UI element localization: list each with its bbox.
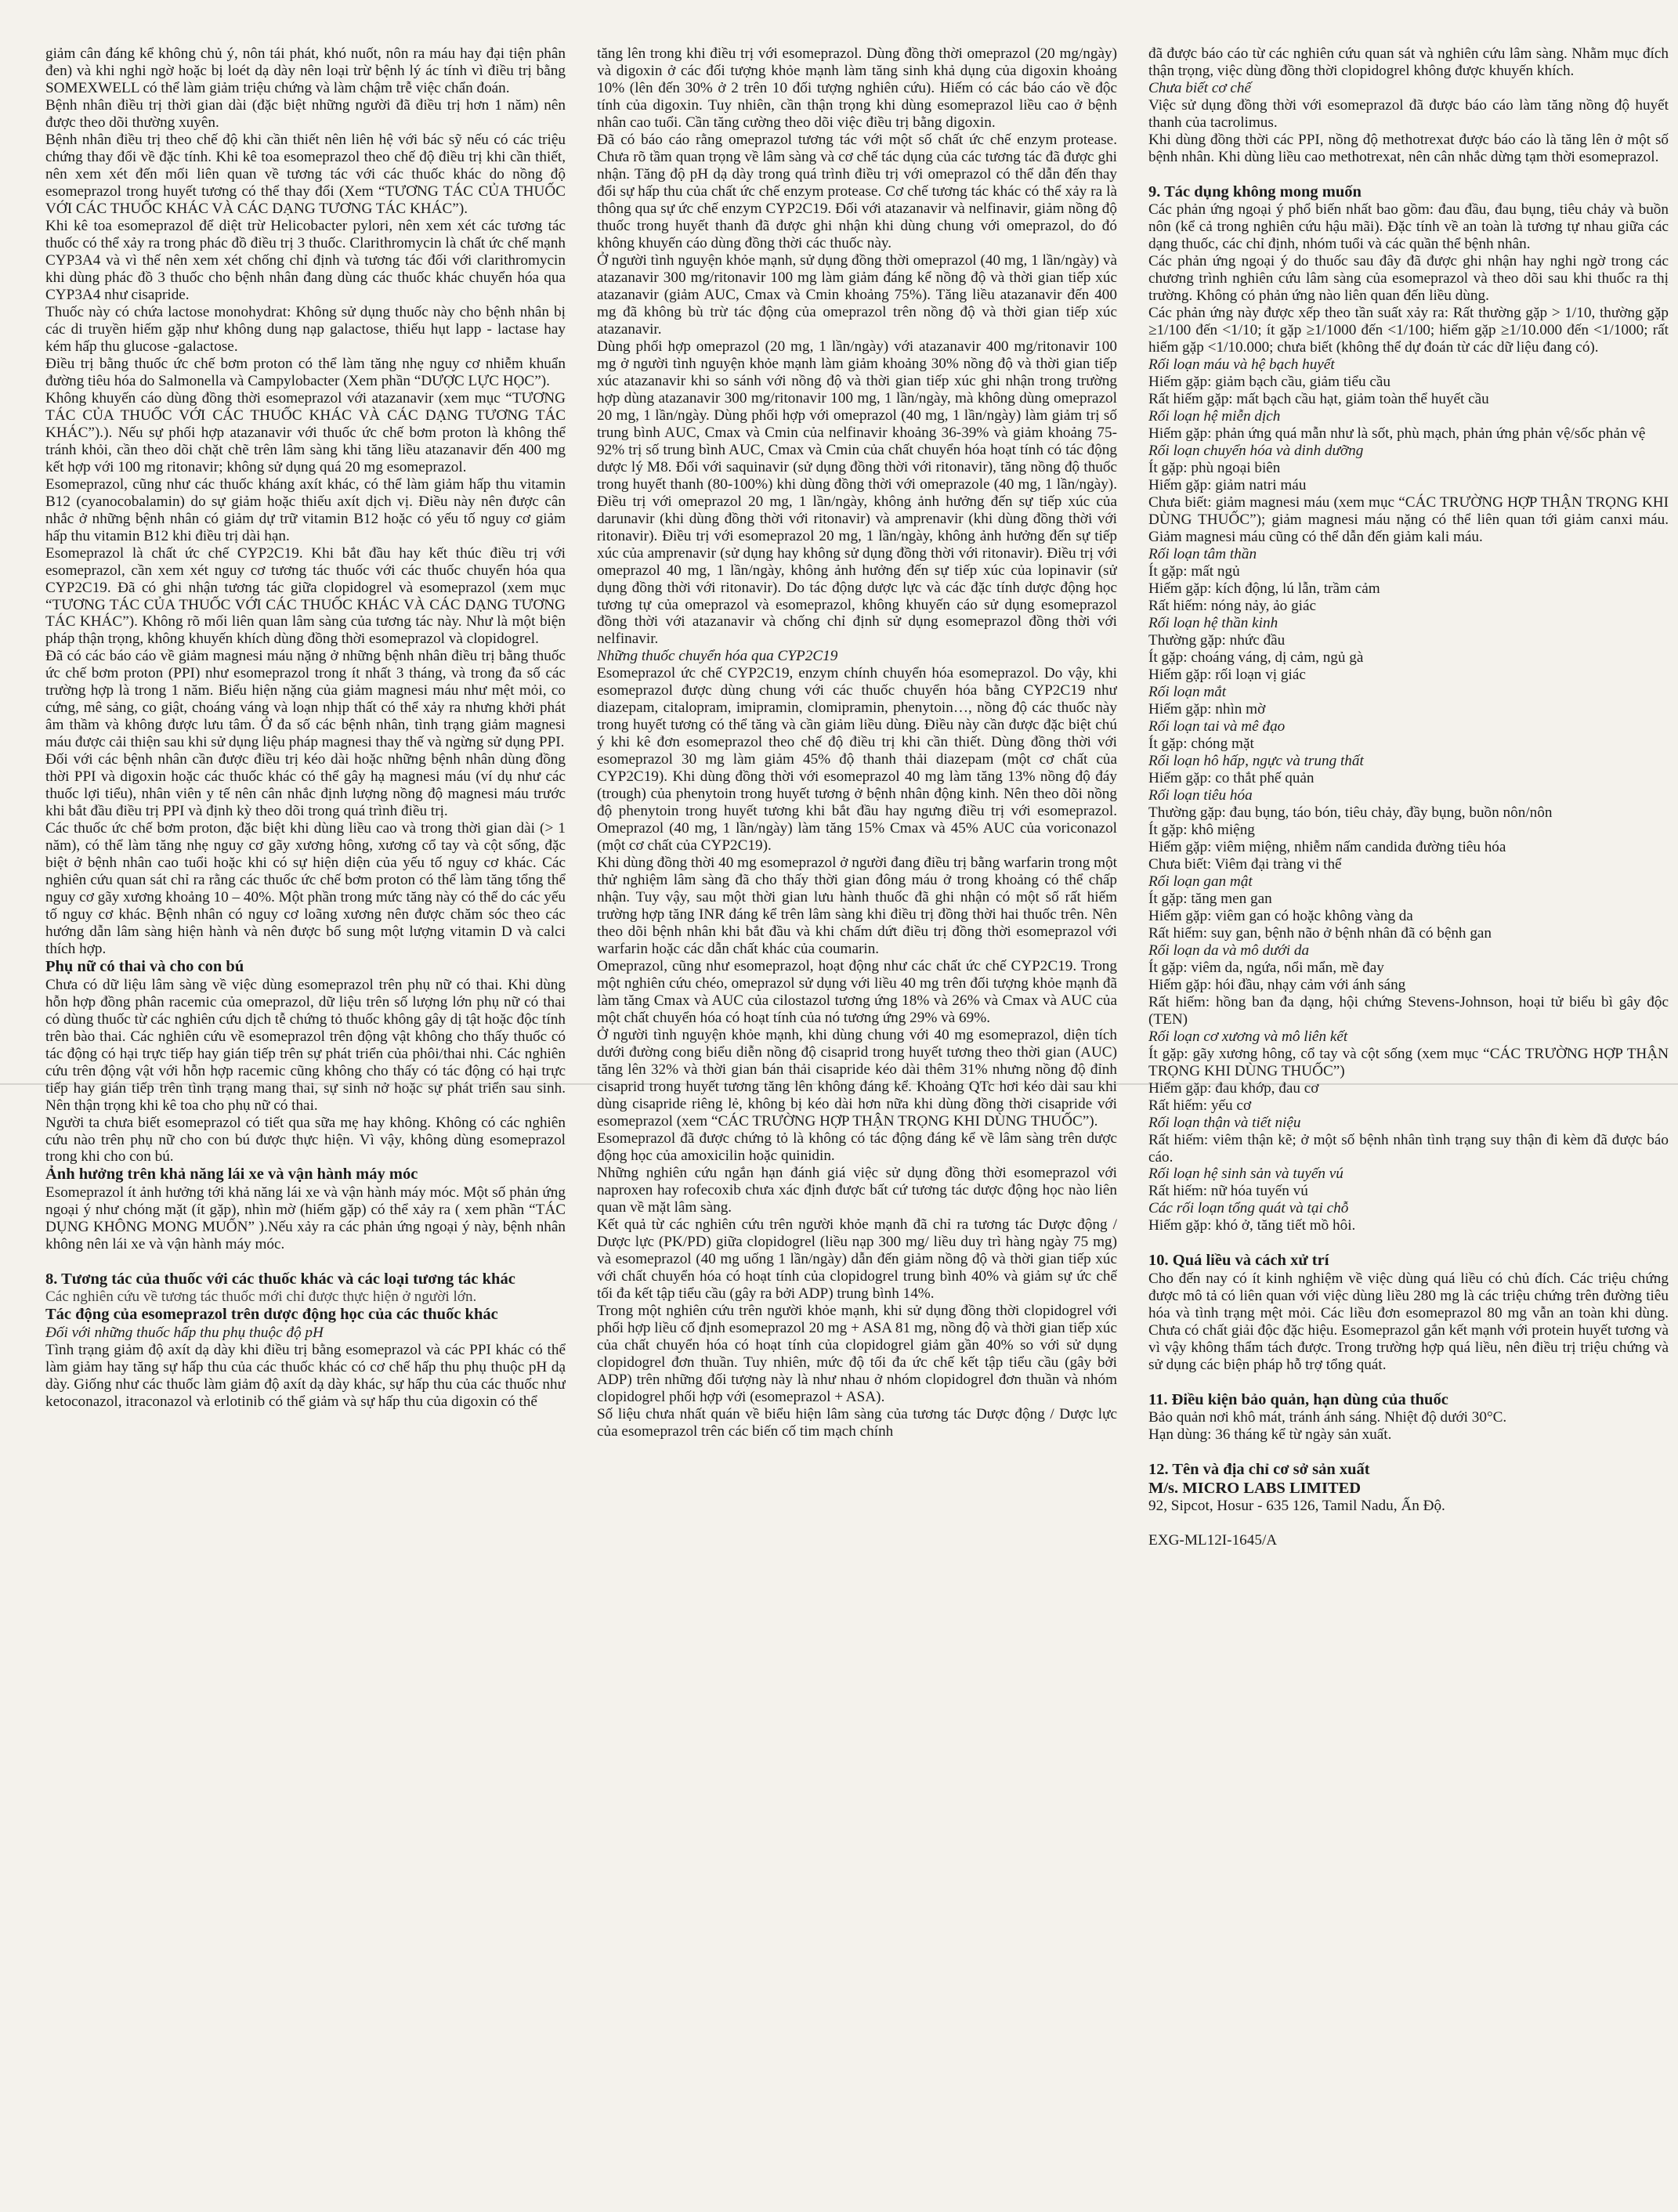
paragraph: Ít gặp: phù ngoại biên [1148, 460, 1281, 477]
text-column-right [1148, 45, 1669, 2181]
paragraph: Chưa có dữ liệu lâm sàng về việc dùng esomeprazol trên phụ nữ có thai. Khi dùng hỗn hợp đồng phân racemic của omeprazol, dữ liệu trên số lượng lớn phụ nữ có thai có dùng thuốc từ các nghiên cứu dịch tễ chứng tỏ thuốc không gây dị tật hoặc độc tính trên bào thai. Các nghiên cứu về esomeprazol trên động vật không cho thấy thuốc có tác động có hại trực tiếp hay gián tiếp trên sự phát triển của phôi/thai nhi. Các nghiên cứu trên động vật với hỗn hợp racemic cũng không cho thấy có tác động có hại trực tiếp hay gián tiếp trên tình trạng mang thai, sự sinh nở hoặc sự phát triển sau sinh. Nên thận trọng khi kê toa cho phụ nữ có thai. [45, 976, 566, 1114]
paragraph: Esomeprazol ức chế CYP2C19, enzym chính chuyển hóa esomeprazol. Do vậy, khi esomeprazol được dùng chung với các thuốc chuyển hóa bằng CYP2C19 như diazepam, citalopram, imipramin, clomipramin, phenytoin…, nồng độ các thuốc này trong huyết tương có thể tăng và cần giảm liều dùng. Điều này cần được đặc biệt chú ý khi kê đơn esomeprazol theo chế độ điều trị khi cần thiết. Dùng đồng thời với esomeprazol 30 mg làm giảm 45% độ thanh thải diazepam (một cơ chất của CYP2C19). Khi dùng đồng thời với esomeprazol 40 mg làm tăng 13% nồng độ đáy (trough) của phenytoin trong huyết tương ở bệnh nhân động kinh. Nên theo dõi nồng độ phenytoin trong huyết tương khi bắt đầu hay ngưng điều trị với esomeprazol. Omeprazol (40 mg, 1 lần/ngày) làm tăng 15% Cmax và 45% AUC của voriconazol (một cơ chất của CYP2C19). [597, 665, 1117, 855]
paragraph: Hiếm gặp: rối loạn vị giác [1148, 666, 1306, 683]
paragraph: 92, Sipcot, Hosur - 635 126, Tamil Nadu, Ấn Độ. [1148, 1498, 1445, 1515]
paragraph: Ở người tình nguyện khỏe mạnh, sử dụng đồng thời omeprazol (40 mg, 1 lần/ngày) và atazanavir 300 mg/ritonavir 100 mg làm giảm đáng kể nồng độ và thời gian tiếp xúc atazanavir (giảm AUC, Cmax và Cmin khoảng 75%). Tăng liều atazanavir đến 400 mg đã không bù trừ tác động của omeprazol trên nồng độ và thời gian tiếp xúc atazanavir. [597, 251, 1117, 338]
section-heading: 8. Tương tác của thuốc với các thuốc khác và các loại tương tác khác [45, 1270, 515, 1288]
paragraph: Bệnh nhân điều trị thời gian dài (đặc biệt những người đã điều trị hơn 1 năm) nên được theo dõi thường xuyên. [45, 96, 566, 131]
subheading: Phụ nữ có thai và cho con bú [45, 958, 244, 976]
italic-subheading: Rối loạn máu và hệ bạch huyết [1148, 356, 1335, 374]
paragraph: Hiếm gặp: kích động, lú lẫn, trầm cảm [1148, 580, 1380, 598]
paragraph: Khi kê toa esomeprazol để diệt trừ Helicobacter pylori, nên xem xét các tương tác thuốc có thể xảy ra trong phác đồ điều trị 3 thuốc. Clarithromycin là chất ức chế mạnh CYP3A4 và vì thế nên xem xét chống chỉ định và tương tác đối với clarithromycin khi dùng phác đồ 3 thuốc cho bệnh nhân đang dùng các thuốc khác chuyển hóa qua CYP3A4 như cisapride. [45, 217, 566, 303]
paragraph: Thường gặp: nhức đầu [1148, 631, 1286, 649]
paragraph: Bảo quản nơi khô mát, tránh ánh sáng. Nhiệt độ dưới 30°C. [1148, 1409, 1507, 1426]
paragraph: Các thuốc ức chế bơm proton, đặc biệt khi dùng liều cao và trong thời gian dài (> 1 năm), có thể làm tăng nhẹ nguy cơ gãy xương hông, xương cổ tay và cột sống, đặc biệt ở bệnh nhân cao tuổi hoặc khi có sự hiện diện của yếu tố nguy cơ khác. Các nghiên cứu quan sát chỉ ra rằng các thuốc ức chế bơm proton có thể làm tăng tổng thể nguy cơ gãy xương khoảng 10 – 40%. Một phần trong mức tăng này có thể do các yếu tố nguy cơ khác. Bệnh nhân có nguy cơ loãng xương nên được chăm sóc theo các hướng dẫn lâm sàng hiện hành và nên được bổ sung một lượng vitamin D và calci thích hợp. [45, 820, 566, 958]
paragraph: Esomeprazol, cũng như các thuốc kháng axít khác, có thể làm giảm hấp thu vitamin B12 (cyanocobalamin) do sự giảm hoặc thiếu axít dịch vị. Điều này nên được cân nhắc ở những bệnh nhân có giảm dự trữ vitamin B12 hoặc có yếu tố nguy cơ giảm hấp thu vitamin B12 khi điều trị dài hạn. [45, 475, 566, 544]
paragraph: Những nghiên cứu ngắn hạn đánh giá việc sử dụng đồng thời esomeprazol với naproxen hay rofecoxib chưa xác định được bất cứ tương tác dược động học nào liên quan về mặt lâm sàng. [597, 1164, 1117, 1216]
italic-subheading: Rối loạn cơ xương và mô liên kết [1148, 1028, 1348, 1045]
paragraph: Đối với các bệnh nhân cần được điều trị kéo dài hoặc những bệnh nhân dùng đồng thời PPI và digoxin hoặc các thuốc khác có thể gây hạ magnesi máu (ví dụ như các thuốc lợi tiểu), nhân viên y tế nên cân nhắc định lượng nồng độ magnesi máu trước khi bắt đầu điều trị PPI và định kỳ theo dõi trong quá trình điều trị. [45, 751, 566, 820]
paragraph: Hiếm gặp: viêm gan có hoặc không vàng da [1148, 907, 1413, 924]
paragraph: Ít gặp: viêm da, ngứa, nổi mẩn, mề đay [1148, 959, 1384, 976]
italic-subheading: Rối loạn tâm thần [1148, 546, 1257, 563]
paragraph: Esomeprazol đã được chứng tỏ là không có tác động đáng kể về lâm sàng trên dược động học của amoxicilin hoặc quinidin. [597, 1130, 1117, 1164]
paragraph: Khi dùng đồng thời 40 mg esomeprazol ở người đang điều trị bằng warfarin trong một thử nghiệm lâm sàng đã cho thấy thời gian đông máu ở trong khoảng có thể chấp nhận. Tuy vậy, sau một thời gian lưu hành thuốc đã ghi nhận có một số rất hiếm trường hợp tăng INR đáng kể trên lâm sàng khi điều trị đồng thời hai thuốc trên. Nên theo dõi bệnh nhân khi bắt đầu và khi chấm dứt điều trị đồng thời esomeprazol với warfarin hoặc các dẫn chất khác của coumarin. [597, 855, 1117, 958]
paragraph: Ít gặp: khô miệng [1148, 821, 1255, 838]
paragraph: Rất hiếm: nữ hóa tuyến vú [1148, 1183, 1308, 1200]
paragraph: Khi dùng đồng thời các PPI, nồng độ methotrexat được báo cáo là tăng lên ở một số bệnh nhân. Khi dùng liều cao methotrexat, nên cân nhắc dừng tạm thời esomeprazol. [1148, 131, 1669, 165]
paragraph: Rất hiếm: nóng nảy, ảo giác [1148, 598, 1317, 614]
paragraph: Esomeprazol ít ảnh hưởng tới khả năng lái xe và vận hành máy móc. Một số phản ứng ngoại ý như chóng mặt (ít gặp), nhìn mờ (hiếm gặp) có thể xảy ra ( xem phần “TÁC DỤNG KHÔNG MONG MUỐN” ).Nếu xảy ra các phản ứng ngoại ý này, bệnh nhân không nên lái xe và vận hành máy móc. [45, 1184, 566, 1252]
paragraph: Chưa biết: giảm magnesi máu (xem mục “CÁC TRƯỜNG HỢP THẬN TRỌNG KHI DÙNG THUỐC”); giảm magnesi máu nặng có thể liên quan tới giảm canxi máu. Giảm magnesi máu cũng có thể dẫn đến giảm kali máu. [1148, 494, 1669, 546]
document-code: EXG-ML12I-1645/A [1148, 1532, 1278, 1549]
paragraph: Người ta chưa biết esomeprazol có tiết qua sữa mẹ hay không. Không có các nghiên cứu nào trên phụ nữ cho con bú được thực hiện. Vì vậy, không dùng esomeprazol trong khi cho con bú. [45, 1114, 566, 1166]
italic-subheading: Rối loạn mắt [1148, 683, 1227, 700]
paragraph: Việc sử dụng đồng thời với esomeprazol đã được báo cáo làm tăng nồng độ huyết thanh của tacrolimus. [1148, 96, 1669, 131]
paragraph: Kết quả từ các nghiên cứu trên người khỏe mạnh đã chỉ ra tương tác Dược động / Dược lực (PK/PD) giữa clopidogrel (liều nạp 300 mg/ liều duy trì hàng ngày 75 mg) và esomeprazol (40 mg uống 1 lần/ngày) dẫn đến giảm nồng độ và thời gian tiếp xúc với chất chuyển hóa có hoạt tính của clopidogrel trung bình 40% và giảm sự ức chế tối đa kết tập tiểu cầu (gây ra bởi ADP) trung bình 14%. [597, 1216, 1117, 1302]
paragraph: Hiếm gặp: co thắt phế quản [1148, 769, 1315, 786]
paragraph: giảm cân đáng kể không chủ ý, nôn tái phát, khó nuốt, nôn ra máu hay đại tiện phân đen) và khi nghi ngờ hoặc bị loét dạ dày nên loại trừ bệnh lý ác tính vì điều trị bằng SOMEXWELL có thể làm giảm triệu chứng và làm chậm trễ việc chẩn đoán. [45, 45, 566, 96]
paragraph: Hiếm gặp: viêm miệng, nhiễm nấm candida đường tiêu hóa [1148, 838, 1506, 855]
italic-subheading: Rối loạn chuyển hóa và dinh dưỡng [1148, 443, 1364, 460]
italic-subheading: Các rối loạn tổng quát và tại chỗ [1148, 1200, 1349, 1217]
italic-subheading: Rối loạn hệ sinh sản và tuyến vú [1148, 1166, 1343, 1183]
paragraph: Các phản ứng ngoại ý do thuốc sau đây đã được ghi nhận hay nghi ngờ trong các chương trình nghiên cứu lâm sàng của esomeprazol và theo dõi sau khi thuốc ra thị trường. Không có phản ứng nào liên quan đến liều dùng. [1148, 253, 1669, 305]
italic-subheading: Đối với những thuốc hấp thu phụ thuộc độ pH [45, 1324, 324, 1341]
paragraph: tăng lên trong khi điều trị với esomeprazol. Dùng đồng thời omeprazol (20 mg/ngày) và digoxin ở các đối tượng khỏe mạnh làm tăng sinh khả dụng của digoxin khoảng 10% (lên đến 30% ở 2 trên 10 đối tượng nghiên cứu). Hiếm có các báo cáo về độc tính của digoxin. Tuy nhiên, cần thận trọng khi dùng esomeprazol liều cao ở bệnh nhân cao tuổi. Cần tăng cường theo dõi việc điều trị bằng digoxin. [597, 45, 1117, 131]
paragraph: Không khuyến cáo dùng đồng thời esomeprazol với atazanavir (xem mục “TƯƠNG TÁC CỦA THUỐC VỚI CÁC THUỐC KHÁC VÀ CÁC DẠNG TƯƠNG TÁC KHÁC”).). Nếu sự phối hợp atazanavir với thuốc ức chế bơm proton là không thể tránh khỏi, cần theo dõi chặt chẽ trên lâm sàng khi tăng liều atazanavir đến 400 mg kết hợp với 100 mg ritonavir; không sử dụng quá 20 mg esomeprazol. [45, 389, 566, 475]
text-column-left [45, 45, 566, 2181]
paragraph: Ít gặp: mất ngủ [1148, 563, 1240, 580]
paragraph: Hiếm gặp: nhìn mờ [1148, 700, 1266, 717]
italic-subheading: Rối loạn hệ thần kinh [1148, 614, 1278, 631]
paragraph: Hiếm gặp: khó ở, tăng tiết mồ hôi. [1148, 1217, 1356, 1234]
paragraph: Hiếm gặp: phản ứng quá mẫn như là sốt, phù mạch, phản ứng phản vệ/sốc phản vệ [1148, 425, 1646, 443]
italic-subheading: Rối loạn gan mật [1148, 873, 1253, 890]
italic-subheading: Rối loạn tai và mê đạo [1148, 717, 1286, 735]
paragraph: Hiếm gặp: giảm natri máu [1148, 477, 1307, 494]
paper-fold-line [0, 1083, 1678, 1085]
paragraph: Trong một nghiên cứu trên người khỏe mạnh, khi sử dụng đồng thời clopidogrel với phối hợp liều cố định esomeprazol 20 mg + ASA 81 mg, nồng độ và thời gian tiếp xúc của chất chuyển hóa có hoạt tính của clopidogrel giảm gần 40% so với sử dụng clopidogrel đơn thuần. Tuy nhiên, mức độ tối đa ức chế kết tập tiểu cầu (gây bởi ADP) trên những đối tượng này là như nhau ở nhóm clopidogrel đơn thuần và nhóm clopidogrel phối hợp với (esomeprazol + ASA). [597, 1302, 1117, 1405]
section-heading: 9. Tác dụng không mong muốn [1148, 183, 1362, 201]
paragraph: Số liệu chưa nhất quán về biểu hiện lâm sàng của tương tác Dược động / Dược lực của esomeprazol trên các biến cố tim mạch chính [597, 1405, 1117, 1440]
italic-subheading: Rối loạn thận và tiết niệu [1148, 1114, 1301, 1131]
paragraph: Ít gặp: gãy xương hông, cổ tay và cột sống (xem mục “CÁC TRƯỜNG HỢP THẬN TRỌNG KHI DÙNG THUỐC”) [1148, 1045, 1669, 1079]
section-heading: 10. Quá liều và cách xử trí [1148, 1252, 1329, 1270]
paragraph: Chưa biết: Viêm đại tràng vi thể [1148, 855, 1342, 873]
section-heading: 11. Điều kiện bảo quản, hạn dùng của thuốc [1148, 1390, 1448, 1408]
paragraph: Rất hiếm: hồng ban đa dạng, hội chứng Stevens-Johnson, hoại tử biểu bì gây độc (TEN) [1148, 993, 1669, 1028]
paragraph: Các phản ứng này được xếp theo tần suất xảy ra: Rất thường gặp > 1/10, thường gặp ≥1/100 đến <1/10; ít gặp ≥1/1000 đến <1/100; hiếm gặp ≥1/10.000 đến <1/1000; rất hiếm gặp <1/10.000; chưa biết (không thể dự đoán từ các dữ liệu đang có). [1148, 305, 1669, 356]
paragraph: Ở người tình nguyện khỏe mạnh, khi dùng chung với 40 mg esomeprazol, diện tích dưới đường cong biểu diễn nồng độ cisaprid trong huyết tương theo thời gian (AUC) tăng lên 32% và thời gian bán thải cisapride kéo dài thêm 31% nhưng nồng độ đỉnh cisaprid trong huyết tương tăng lên không đáng kể. Khoảng QTc hơi kéo dài sau khi dùng cisapride riêng lẻ, không bị kéo dài hơn nữa khi dùng đồng thời cisapride với esomeprazol (xem “CÁC TRƯỜNG HỢP THẬN TRỌNG KHI DÙNG THUỐC”). [597, 1027, 1117, 1130]
paragraph: Ít gặp: tăng men gan [1148, 890, 1272, 907]
italic-subheading: Chưa biết cơ chế [1148, 79, 1251, 96]
paragraph: Hạn dùng: 36 tháng kể từ ngày sản xuất. [1148, 1426, 1392, 1444]
paragraph: Hiếm gặp: đau khớp, đau cơ [1148, 1079, 1319, 1097]
paragraph: Thường gặp: đau bụng, táo bón, tiêu chảy, đầy bụng, buồn nôn/nôn [1148, 804, 1553, 821]
italic-subheading: Rối loạn hô hấp, ngực và trung thất [1148, 752, 1364, 769]
paragraph: Rất hiếm: suy gan, bệnh não ở bệnh nhân đã có bệnh gan [1148, 924, 1492, 942]
italic-subheading: Rối loạn hệ miễn dịch [1148, 408, 1281, 425]
italic-subheading: Rối loạn da và mô dưới da [1148, 942, 1310, 959]
paragraph: Đã có các báo cáo về giảm magnesi máu nặng ở những bệnh nhân điều trị bằng thuốc ức chế bơm proton (PPI) như esomeprazol trong ít nhất 3 tháng, và trong đa số các trường hợp là trong 1 năm. Biểu hiện nặng của giảm magnesi máu như mệt mỏi, co cứng, mê sảng, co giật, choáng váng và loạn nhịp thất có thể xảy ra nhưng khởi phát âm thầm và không được lưu tâm. Ở đa số các bệnh nhân, tình trạng giảm magnesi máu được cải thiện sau khi sử dụng liệu pháp magnesi thay thế và ngừng sử dụng PPI. [45, 648, 566, 751]
paragraph: Hiếm gặp: giảm bạch cầu, giảm tiểu cầu [1148, 374, 1391, 391]
paragraph: Đã có báo cáo rằng omeprazol tương tác với một số chất ức chế enzym protease. Chưa rõ tầm quan trọng về lâm sàng và cơ chế tác dụng của các tương tác đã được ghi nhận. Tăng độ pH dạ dày trong quá trình điều trị với omeprazol có thể dẫn đến thay đổi sự hấp thu của chất ức chế enzym protease. Cơ chế tương tác khác có thể xảy ra là thông qua sự ức chế enzym CYP2C19. Đối với atazanavir và nelfinavir, giảm nồng độ thuốc trong huyết thanh đã được ghi nhận khi dùng chung với omeprazol, do đó không khuyến cáo dùng đồng thời các thuốc này. [597, 131, 1117, 251]
paragraph: Ít gặp: chóng mặt [1148, 735, 1254, 752]
paragraph: Dùng phối hợp omeprazol (20 mg, 1 lần/ngày) với atazanavir 400 mg/ritonavir 100 mg ở người tình nguyện khỏe mạnh làm giảm khoảng 30% nồng độ và thời gian tiếp xúc atazanavir khi so sánh với nồng độ và thời gian tiếp xúc ghi nhận trong trường hợp dùng atazanavir 300 mg/ritonavir 100 mg, 1 lần/ngày, mà không dùng omeprazol 20 mg, 1 lần/ngày. Dùng phối hợp với omeprazol (40 mg, 1 lần/ngày) làm giảm trị số trung bình AUC, Cmax và Cmin của nelfinavir khoảng 36-39% và giảm khoảng 75-92% trị số trung bình AUC, Cmax và Cmin của chất chuyển hóa hoạt tính có tác động dược lý M8. Đối với saquinavir (sử dụng đồng thời với ritonavir), tăng nồng độ thuốc trong huyết thanh (80-100%) khi dùng đồng thời với omeprazole (40 mg, 1 lần/ngày). Điều trị với omeprazol 20 mg, 1 lần/ngày, không ảnh hưởng đến sự tiếp xúc của darunavir (khi dùng đồng thời với ritonavir) và amprenavir (khi dùng đồng thời với ritonavir). Điều trị với esomeprazol 20 mg, 1 lần/ngày, không ảnh hưởng đến sự tiếp xúc của amprenavir (sử dụng hay không sử dụng đồng thời với ritonavir). Điều trị với omeprazol 40 mg, 1 lần/ngày, không ảnh hưởng đến sự tiếp xúc của lopinavir (sử dụng đồng thời với ritonavir). Do tác động dược lực và các đặc tính dược động học tương tự của omeprazol và esomeprazol, không khuyến cáo sử dụng esomeprazol đồng thời với atazanavir và chống chỉ định sử dụng esomeprazol đồng thời với nelfinavir. [597, 338, 1117, 648]
note-paragraph: Các nghiên cứu về tương tác thuốc mới chỉ được thực hiện ở người lớn. [45, 1289, 477, 1306]
subheading: Ảnh hưởng trên khả năng lái xe và vận hành máy móc [45, 1166, 418, 1184]
paragraph: Esomeprazol là chất ức chế CYP2C19. Khi bắt đầu hay kết thúc điều trị với esomeprazol, cần xem xét nguy cơ tương tác thuốc với các thuốc chuyển hóa qua CYP2C19. Đã có ghi nhận tương tác giữa clopidogrel và esomeprazol (xem mục “TƯƠNG TÁC CỦA THUỐC VỚI CÁC THUỐC KHÁC VÀ CÁC DẠNG TƯƠNG TÁC KHÁC”). Không rõ mối liên quan lâm sàng của tương tác này. Như là một biện pháp thận trọng, không khuyến khích dùng đồng thời esomeprazol và clopidogrel. [45, 544, 566, 648]
paragraph: Omeprazol, cũng như esomeprazol, hoạt động như các chất ức chế CYP2C19. Trong một nghiên cứu chéo, omeprazol sử dụng với liều 40 mg trên đối tượng khỏe mạnh đã làm tăng Cmax và AUC của cilostazol tương ứng 18% và 26% và Cmax và AUC của một chất chuyển hóa có hoạt tính của nó tương ứng 29% và 69%. [597, 958, 1117, 1027]
paragraph: Hiếm gặp: hói đầu, nhạy cảm với ánh sáng [1148, 976, 1406, 993]
subheading: Tác động của esomeprazol trên dược động học của các thuốc khác [45, 1306, 498, 1324]
subheading: M/s. MICRO LABS LIMITED [1148, 1479, 1362, 1497]
paragraph: Điều trị bằng thuốc ức chế bơm proton có thể làm tăng nhẹ nguy cơ nhiễm khuẩn đường tiêu hóa do Salmonella và Campylobacter (Xem phần “DƯỢC LỰC HỌC”). [45, 355, 566, 389]
italic-subheading: Rối loạn tiêu hóa [1148, 786, 1253, 804]
paragraph: Bệnh nhân điều trị theo chế độ khi cần thiết nên liên hệ với bác sỹ nếu có các triệu chứng thay đổi về đặc tính. Khi kê toa esomeprazol theo chế độ điều trị khi cần thiết, nên xem xét đến mối liên quan về tương tác với các thuốc khác do nồng độ esomeprazol trong huyết tương có thể thay đổi (Xem “TƯƠNG TÁC CỦA THUỐC VỚI CÁC THUỐC KHÁC VÀ CÁC DẠNG TƯƠNG TÁC KHÁC”). [45, 131, 566, 217]
text-column-middle [597, 45, 1117, 2181]
italic-subheading: Những thuốc chuyển hóa qua CYP2C19 [597, 648, 838, 665]
paragraph: Các phản ứng ngoại ý phổ biến nhất bao gồm: đau đầu, đau bụng, tiêu chảy và buồn nôn (kể cả trong nghiên cứu hậu mãi). Đặc tính về an toàn là tương tự nhau giữa các dạng thuốc, các chỉ định, nhóm tuổi và các quần thể bệnh nhân. [1148, 201, 1669, 253]
paragraph: Ít gặp: choáng váng, dị cảm, ngủ gà [1148, 649, 1364, 666]
paragraph: Thuốc này có chứa lactose monohydrat: Không sử dụng thuốc này cho bệnh nhân bị các di truyền hiếm gặp như không dung nạp galactose, thiếu hụt lapp - lactase hay kém hấp thu glucose -galactose. [45, 303, 566, 355]
paragraph: Rất hiếm gặp: mất bạch cầu hạt, giảm toàn thể huyết cầu [1148, 391, 1489, 408]
paragraph: Rất hiếm: viêm thận kẽ; ở một số bệnh nhân tình trạng suy thận đi kèm đã được báo cáo. [1148, 1131, 1669, 1166]
paragraph: Tình trạng giảm độ axít dạ dày khi điều trị bằng esomeprazol và các PPI khác có thể làm giảm hay tăng sự hấp thu của các thuốc khác có cơ chế hấp thu phụ thuộc pH dạ dày. Giống như các thuốc làm giảm độ axít dạ dày khác, sự hấp thu của các thuốc như ketoconazol, itraconazol và erlotinib có thể giảm và sự hấp thu của digoxin có thể [45, 1341, 566, 1410]
paragraph: Cho đến nay có ít kinh nghiệm về việc dùng quá liều có chủ đích. Các triệu chứng được mô tả có liên quan với việc dùng liều 280 mg là các triệu chứng trên đường tiêu hóa và tình trạng mệt mỏi. Các liều đơn esomeprazol 80 mg vẫn an toàn khi dùng. Chưa có chất giải độc đặc hiệu. Esomeprazol gắn kết mạnh với protein huyết tương và vì vậy không thẩm tách được. Trong trường hợp quá liều, nên điều trị triệu chứng và sử dụng các biện pháp hỗ trợ tổng quát. [1148, 1270, 1669, 1373]
paragraph: đã được báo cáo từ các nghiên cứu quan sát và nghiên cứu lâm sàng. Nhằm mục đích thận trọng, việc dùng đồng thời clopidogrel không được khuyến khích. [1148, 45, 1669, 79]
section-heading: 12. Tên và địa chỉ cơ sở sản xuất [1148, 1461, 1370, 1479]
paragraph: Rất hiếm: yếu cơ [1148, 1097, 1252, 1114]
